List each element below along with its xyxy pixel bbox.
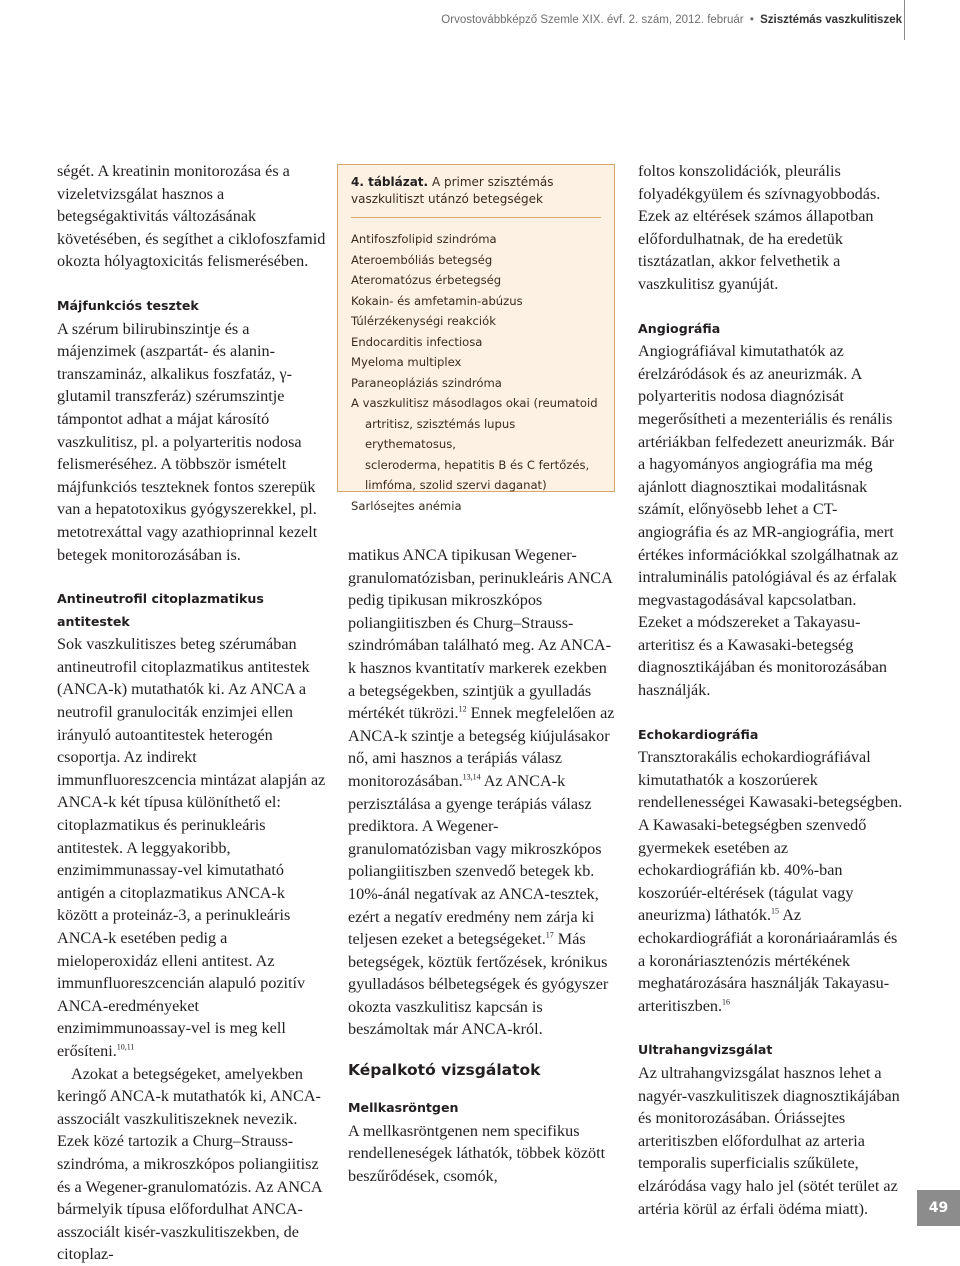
table-row: limfóma, szolid szervi daganat)	[365, 478, 547, 492]
paragraph: ségét. A kreatinin monitorozása és a vizeletvizsgálat hasznos a betegségaktivitás változásának követésében, és segíthet a ciklofoszfamid okozta hólyagtoxicitás felismerésében.	[57, 162, 326, 271]
table-title: A primer szisztémás vaszkulitiszt utánzó betegségek	[351, 175, 554, 206]
table-4-box	[337, 164, 615, 513]
heading-imaging: Képalkotó vizsgálatok	[348, 1061, 541, 1080]
citation: 13,14	[462, 772, 481, 782]
paragraph: Sok vaszkulitiszes beteg szérumában antineutrofil citoplazmatikus antitestek (ANCA-k) mutathatók ki. Az ANCA a neutrofil granulociták enzimjei ellen irányuló autoantitestek heterogén csoportja. Az indirekt immunfluoreszcencia mintázat alapján az ANCA-k két típusa különíthető el: citoplazmatikus és perinukleáris antitestek. A leggyakoribb, enzimimmunassay-vel kimutatható antigén a citoplazmatikus ANCA-k között a proteináz-3, a perinukleáris ANCA-k esetében pedig a mieloperoxidáz elleni antitest. Az immunfluoreszcencián alapuló pozitív ANCA-eredményeket enzimimmunoassay-vel is meg kell erősíteni.$^{10,11}$	[57, 635, 326, 1060]
heading-echocardiography: Echokardiográfia	[638, 726, 759, 742]
running-header	[441, 14, 902, 26]
citation: 12	[458, 704, 467, 714]
citation: 16	[722, 997, 731, 1007]
table-row: scleroderma, hepatitis B és C fertőzés,	[365, 457, 590, 472]
paragraph: A szérum bilirubinszintje és a májenzimek (aszpartát- és alanin-transzamináz, alkalikus foszfatáz, γ-glutamil transzferáz) szérumszintje támpontot adhat a májat károsító vaszkulitisz, pl. a polyarteritis nodosa felismeréséhez. A többször ismételt májfunkciós teszteknek fontos szerepük van a hepatotoxikus gyógyszerekkel, pl. metotrexáttal vagy azathioprinnal kezelt betegek monitorozásában is.	[57, 319, 318, 564]
citation: 15	[771, 907, 780, 917]
column-middle	[348, 544, 616, 1187]
section-title: Szisztémás vaszkulitiszek	[760, 14, 902, 26]
table-row: Ateroembóliás betegség	[351, 252, 493, 267]
column-right	[638, 160, 904, 1220]
table-row: Myeloma multiplex	[351, 355, 462, 369]
heading-liver-tests: Májfunkciós tesztek	[57, 297, 199, 313]
page-number: 49	[917, 1190, 960, 1226]
table-row: Paraneopláziás szindróma	[351, 375, 502, 390]
table-row: Túlérzékenységi reakciók	[351, 314, 496, 328]
table-label: 4. táblázat.	[351, 175, 429, 189]
header-separator: •	[749, 14, 754, 26]
table-row: Kokain- és amfetamin-abúzus	[351, 293, 523, 308]
table-row: Endocarditis infectiosa	[351, 334, 483, 349]
journal-info: Orvostovábbképző Szemle XIX. évf. 2. szám, 2012. február	[441, 14, 744, 26]
heading-ultrasound: Ultrahangvizsgálat	[638, 1042, 773, 1058]
table-row: Sarlósejtes anémia	[351, 498, 462, 513]
paragraph: A mellkasröntgenen nem specifikus rendelleneségek láthatók, többek között beszűrődések, csomók,	[348, 1121, 606, 1185]
paragraph: Angiográfiával kimutathatók az érelzáródások és az aneurizmák. A polyarteritis nodosa diagnózisát megerősítheti a mezenteriális és renális artériákban felfedezett aneurizmák. Bár a hagyományos angiográfia ma még ajánlott diagnosztikai modalitásnak számít, előnyösebb lehet a CT-angiográfia és az MR-angiográfia, mert értékes információkkal szolgálhatnak az intraluminális patológiával és az érfalak megvastagodásával kapcsolatban. Ezeket a módszereket a Takayasu-arteritisz és a Kawasaki-betegség diagnosztikájában és monitorozásában használják.	[638, 342, 899, 700]
table-row: Ateromatózus érbetegség	[351, 273, 502, 287]
table-row: artritisz, szisztémás lupus erythematosus,	[365, 416, 516, 451]
heading-chest-xray: Mellkasröntgen	[348, 1100, 459, 1116]
column-left	[57, 160, 329, 1266]
table-caption	[351, 174, 601, 218]
paragraph: Transztorakális echokardiográfiával kimutathatók a koszorúerek rendellenességei Kawasaki-betegségben. A Kawasaki-betegségben szenvedő gyermekek esetében az echokardiográfián kb. 40%-ban koszorúér-eltérések (tágulat vagy aneurizma) láthatók.$^{15}$ Az echokardiográfiát a koronáriaáramlás és a koronáriasztenózis mértékének meghatározására használják Takayasu-arteritiszben.$^{16}$	[638, 748, 903, 1015]
paragraph: foltos konszolidációk, pleurális folyadékgyülem és szívnagyobbodás. Ezek az eltérések számos állapotban előfordulhatnak, de ha eredetük tisztázatlan, akkor felvethetik a vaszkulitisz gyanúját.	[638, 162, 881, 293]
heading-anca: Antineutrofil citoplazmatikus antitestek	[57, 591, 264, 629]
table-row: A vaszkulitisz másodlagos okai (reumatoid	[351, 396, 598, 410]
citation: 17	[545, 930, 554, 940]
paragraph: Azokat a betegségeket, amelyekben keringő ANCA-k mutathatók ki, ANCA-asszociált vaszkulitiszeknek nevezik. Ezek közé tartozik a Churg–Strauss-szindróma, a mikroszkópos poliangiitisz és a Wegener-granulomatózis. Az ANCA bármelyik típusa előfordulhat ANCA-asszociált kisér-vaszkulitiszekben, de citoplaz-	[57, 1064, 322, 1264]
citation: 10,11	[116, 1042, 135, 1052]
table-row: Antifoszfolipid szindróma	[351, 232, 497, 246]
header-divider	[904, 0, 905, 40]
paragraph: matikus ANCA tipikusan Wegener-granulomatózisban, perinukleáris ANCA pedig tipikusan mikroszkópos poliangiitiszben és Churg–Strauss-szindrómában található meg. Az ANCA-k hasznos kvantitatív markerek ezekben a betegségekben, szintjük a gyulladás mértékét tükrözi.$^{12}$ Ennek megfelelően az ANCA-k szintje a betegség kiújulásakor nő, ami hasznos a terápiás válasz monitorozásában.$^{13,14}$ Az ANCA-k perzisztálása a gyenge terápiás válasz prediktora. A Wegener-granulomatózisban vagy mikroszkópos poliangiitiszben szenvedő betegek kb. 10%-ánál negatívak az ANCA-tesztek, ezért a negatív eredmény nem zárja ki teljesen ezeket a betegségeket.$^{17}$ Más betegségek, köztük fertőzések, krónikus gyulladásos bélbetegségek és gyógyszer okozta vaszkulitisz kapcsán is beszámoltak már ANCA-król.	[348, 546, 615, 1039]
paragraph: Az ultrahangvizsgálat hasznos lehet a nagyér-vaszkulitiszek diagnosztikájában és monitorozásában. Óriássejtes arteritiszben előfordulhat az arteria temporalis superficialis szűkülete, elzáródása vagy halo jel (sötét terület az artéria körül az érfali ödéma miatt).	[638, 1063, 900, 1218]
heading-angiography: Angiográfia	[638, 320, 721, 336]
